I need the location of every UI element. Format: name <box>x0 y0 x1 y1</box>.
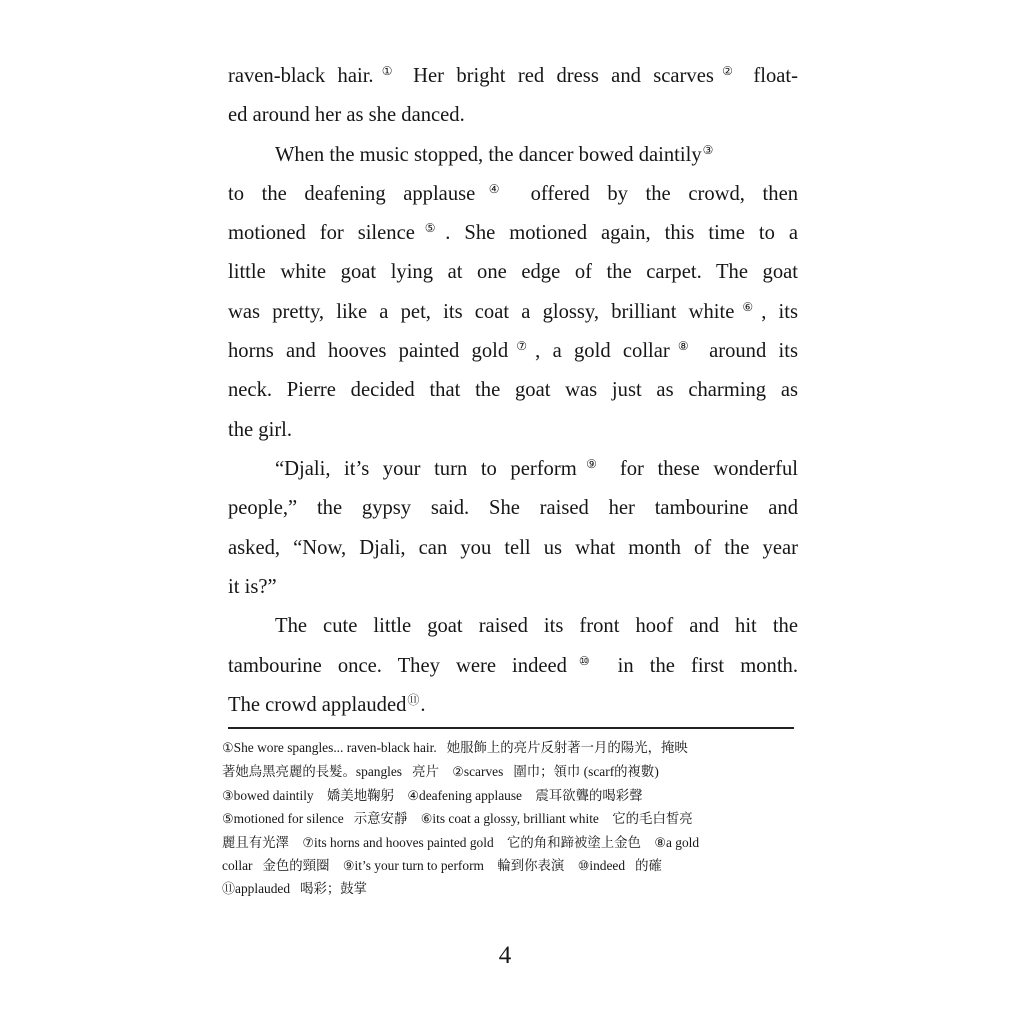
text-line: it is?” <box>228 576 277 598</box>
footnote-marker: ⑤ <box>222 811 234 826</box>
text-line: The cute little goat raised its front hoof and hit the <box>275 615 798 637</box>
text-line: the girl. <box>228 419 293 441</box>
text-line <box>228 213 798 253</box>
footnote-marker: ② <box>452 764 464 779</box>
text-run: When the music stopped, the dancer bowed daintily <box>275 144 702 166</box>
footnote-term: bowed daintily <box>233 788 314 803</box>
text-run: “Djali, it’s your turn to perform <box>275 458 577 480</box>
text-run: raven-black hair. <box>228 65 374 87</box>
footnote-term: applauded <box>235 881 291 896</box>
footnote-ref: ④ <box>476 182 512 196</box>
footnote-term: it’s your turn to perform <box>354 858 484 873</box>
footnote-term: a gold <box>665 835 700 850</box>
footnote-ref: ③ <box>702 143 714 157</box>
text-run: float- <box>741 65 798 87</box>
text-line: ed around her as she danced. <box>228 104 465 126</box>
text-line <box>275 449 798 489</box>
page-number: 4 <box>498 942 512 969</box>
text-line <box>228 292 798 332</box>
text-run: for these wonderful <box>606 458 798 480</box>
footnote-gloss: 示意安靜 <box>353 811 408 826</box>
footnote-line <box>222 736 688 760</box>
footnote-marker: ⑨ <box>342 858 355 873</box>
text-run: , a gold collar <box>535 340 670 362</box>
footnote-gloss: 麗且有光澤 <box>222 835 289 850</box>
footnote-ref: ⑩ <box>567 654 601 668</box>
text-run: motioned for silence <box>228 222 415 244</box>
text-line: neck. Pierre decided that the goat was just as charming as <box>228 379 798 401</box>
text-run: in the first month. <box>601 655 798 677</box>
footnote-marker: ① <box>222 740 234 755</box>
footnote-gloss: 的確 <box>635 858 662 873</box>
footnote-ref: ⑧ <box>670 339 696 353</box>
footnote-marker: ⑩ <box>577 858 590 873</box>
footnote-divider <box>228 727 794 729</box>
footnote-ref: ⑦ <box>509 339 535 353</box>
text-run: , its <box>761 301 798 323</box>
text-line <box>275 135 798 175</box>
footnote-ref: ⑤ <box>415 221 445 235</box>
text-run: around its <box>696 340 798 362</box>
text-run: tambourine once. They were indeed <box>228 655 567 677</box>
footnote-term: its coat a glossy, brilliant white <box>432 811 599 826</box>
text-line <box>228 331 798 371</box>
footnote-line <box>222 877 367 901</box>
footnote-gloss: 它的角和蹄被塗上金色 <box>507 835 641 850</box>
footnote-term: spangles <box>355 764 403 779</box>
text-run: Her bright red dress and scarves <box>400 65 714 87</box>
footnote-gloss: 金色的頸圈 <box>262 858 330 873</box>
footnote-line <box>222 760 659 784</box>
footnote-line <box>222 784 643 808</box>
footnote-marker: ⑦ <box>302 835 314 850</box>
footnote-line <box>222 831 699 855</box>
footnote-gloss: 震耳欲聾的喝彩聲 <box>535 788 643 803</box>
footnote-ref: ⑪ <box>407 693 420 707</box>
footnote-gloss: 喝彩；鼓掌 <box>300 881 368 896</box>
footnote-marker: ⑥ <box>420 811 433 826</box>
text-line: little white goat lying at one edge of the carpet. The goat <box>228 261 798 283</box>
footnote-term: She wore spangles... raven-black hair. <box>233 740 437 755</box>
footnote-marker: ⑧ <box>654 835 666 850</box>
footnote-term: its horns and hooves painted gold <box>314 835 494 850</box>
footnote-gloss: 輪到你表演 <box>497 858 565 873</box>
footnote-gloss: 嬌美地鞠躬 <box>327 788 394 803</box>
footnote-term: scarves <box>463 764 504 779</box>
text-line: people,” the gypsy said. She raised her tambourine and <box>228 497 798 519</box>
footnote-gloss: 圍巾；領巾 (scarf的複數) <box>513 764 659 779</box>
text-run: The crowd applauded <box>228 694 407 716</box>
footnote-marker: ③ <box>222 788 234 803</box>
footnote-gloss: 亮片 <box>412 764 439 779</box>
footnote-line <box>222 807 693 831</box>
text-run: was pretty, like a pet, its coat a glossy, brilliant white <box>228 301 735 323</box>
text-line <box>228 646 798 686</box>
footnote-marker: ④ <box>407 788 420 803</box>
footnote-gloss: 它的毛白皙亮 <box>612 811 693 826</box>
text-run: horns and hooves painted gold <box>228 340 509 362</box>
footnote-ref: ⑨ <box>577 457 606 471</box>
footnote-term: motioned for silence <box>233 811 344 826</box>
text-run: . <box>420 694 426 716</box>
text-line: asked, “Now, Djali, can you tell us what month of the year <box>228 537 798 559</box>
footnote-term: collar <box>222 858 253 873</box>
footnote-gloss: 她服飾上的亮片反射著一月的陽光，掩映 <box>446 740 688 755</box>
footnote-term: indeed <box>589 858 626 873</box>
text-line <box>228 56 798 96</box>
text-line <box>228 174 798 214</box>
footnote-ref: ① <box>374 64 400 78</box>
footnote-line <box>222 854 662 878</box>
text-run: offered by the crowd, then <box>513 183 799 205</box>
text-run: to the deafening applause <box>228 183 476 205</box>
footnote-ref: ② <box>714 64 741 78</box>
footnote-ref: ⑥ <box>735 300 761 314</box>
footnote-gloss: 著她烏黑亮麗的長髮。 <box>222 764 356 779</box>
text-line <box>228 685 798 725</box>
text-run: . She motioned again, this time to a <box>445 222 799 244</box>
footnote-marker: ⑪ <box>222 881 236 896</box>
footnote-term: deafening applause <box>419 788 523 803</box>
